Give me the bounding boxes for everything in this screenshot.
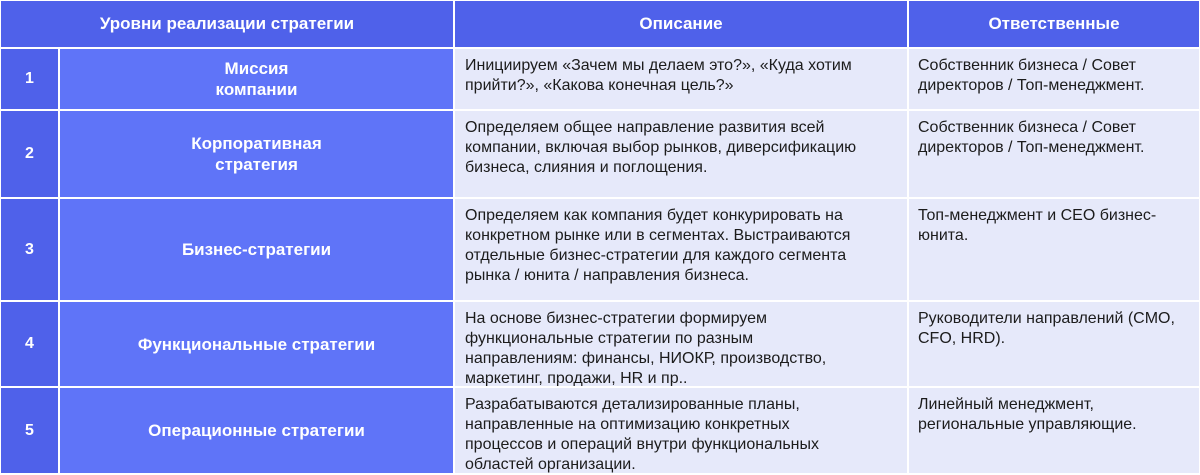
level-name: Операционные стратегии (60, 388, 453, 473)
level-description: Инициируем «Зачем мы делаем это?», «Куда хотим прийти?», «Какова конечная цель?» (455, 49, 907, 109)
level-responsible: Собственник бизнеса / Совет директоров / Топ-менеджмент. (909, 111, 1199, 197)
strategy-levels-table (1, 1, 1199, 473)
row-number: 2 (1, 111, 58, 197)
header-description: Описание (455, 1, 907, 47)
level-description: Разрабатываются детализированные планы, направленные на оптимизацию конкретных процессов и операций внутри функциональных областей организации. (455, 388, 907, 473)
level-description: Определяем общее направление развития всей компании, включая выбор рынков, диверсификацию бизнеса, слияния и поглощения. (455, 111, 907, 197)
level-description: Определяем как компания будет конкурировать на конкретном рынке или в сегментах. Выстраиваются отдельные бизнес-стратегии для каждого сегмента рынка / юнита / направления бизнеса. (455, 199, 907, 300)
level-name: Миссия компании (60, 49, 453, 109)
level-responsible: Собственник бизнеса / Совет директоров / Топ-менеджмент. (909, 49, 1199, 109)
header-responsible: Ответственные (909, 1, 1199, 47)
header-levels: Уровни реализации стратегии (1, 1, 453, 47)
level-description: На основе бизнес-стратегии формируем функциональные стратегии по разным направлениям: финансы, НИОКР, производство, маркетинг, продажи, HR и пр.. (455, 302, 907, 386)
row-number: 5 (1, 388, 58, 473)
level-responsible: Линейный менеджмент, региональные управляющие. (909, 388, 1199, 473)
level-name: Бизнес-стратегии (60, 199, 453, 300)
level-responsible: Топ-менеджмент и CEO бизнес- юнита. (909, 199, 1199, 300)
row-number: 3 (1, 199, 58, 300)
level-name: Функциональные стратегии (60, 302, 453, 386)
level-responsible: Руководители направлений (CMO, CFO, HRD). (909, 302, 1199, 386)
row-number: 1 (1, 49, 58, 109)
level-name: Корпоративная стратегия (60, 111, 453, 197)
row-number: 4 (1, 302, 58, 386)
